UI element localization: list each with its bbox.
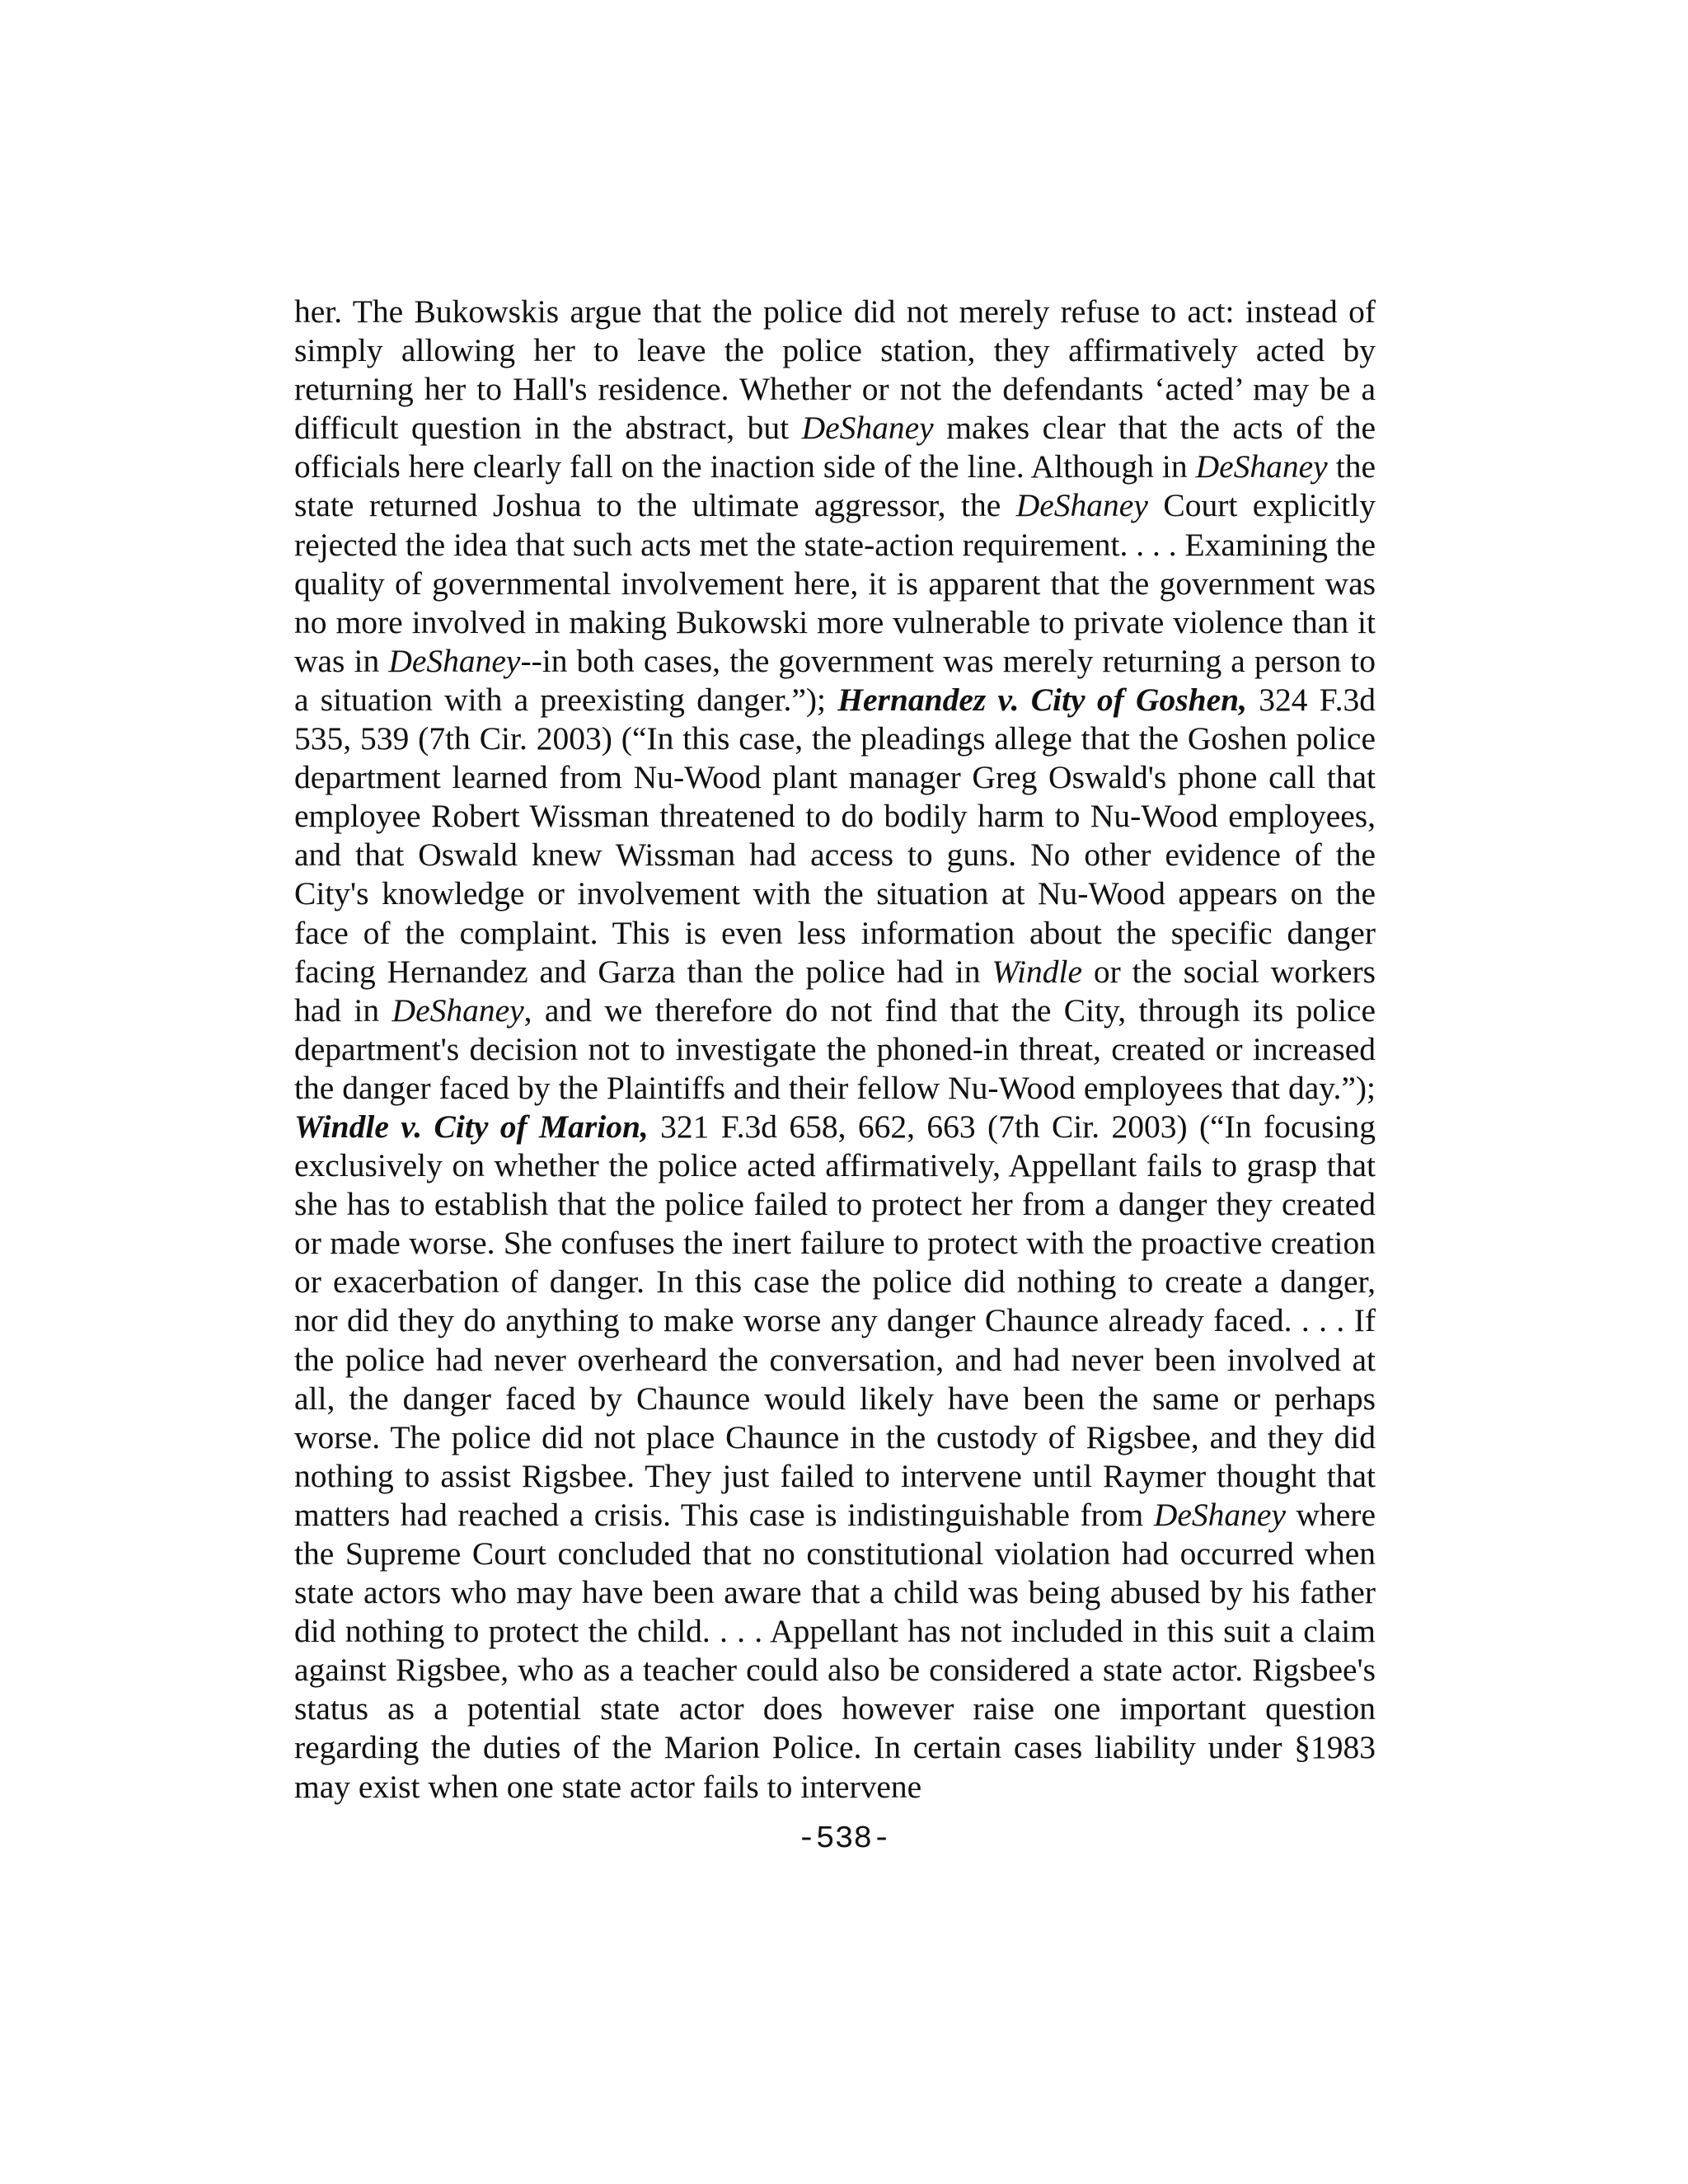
text-run: 324 F.3d 535, 539 (7th Cir. 2003) (“In this case, the pleadings allege that the Goshen police department learned from Nu-Wood plant manager Greg Oswald's phone call that employee Robert Wissman threatened to do bodily harm to Nu-Wood employees, and that Oswald knew Wissman had access to guns. No other evidence of the City's knowledge or involvement with the situation at Nu-Wood appears on the face of the complaint. This is even less information about the specific danger facing Hernandez and Garza than the police had in <box>294 681 1376 990</box>
case-citation: Windle v. City of Marion, <box>294 1108 649 1145</box>
text-run: Court explicitly rejected the idea that such acts met the state-action requirement. . . . Examining the quality of governmental involvement here, it is apparent that the government was no more involved in making Bukowski more vulnerable to private violence than it was in <box>294 487 1376 679</box>
text-run: , and we therefore do not find that the City, through its police department's decision not to investigate the phoned-in threat, created or increased the danger faced by the Plaintiffs and their fellow Nu-Wood employees that day.”); <box>294 991 1376 1106</box>
text-run: makes clear that the acts of the officials here clearly fall on the inaction side of the line. Although in <box>294 410 1376 485</box>
text-run: where the Supreme Court concluded that no constitutional violation had occurred when state actors who may have been aware that a child was being abused by his father did nothing to protect the child. . . . Appellant has not included in this suit a claim against Rigsbee, who as a teacher could also be considered a state actor. Rigsbee's status as a potential state actor does however raise one important question regarding the duties of the Marion Police. In certain cases liability under §1983 may exist when one state actor fails to intervene <box>294 1496 1376 1805</box>
page-number: -538- <box>796 1821 892 1857</box>
case-name-italic: DeShaney <box>388 642 521 679</box>
text-run: --in both cases, the government was merely returning a person to a situation with a preexisting danger.”); <box>294 642 1376 718</box>
case-name-italic: DeShaney <box>1195 448 1328 485</box>
text-run: 321 F.3d 658, 662, 663 (7th Cir. 2003) (“In focusing exclusively on whether the police acted affirmatively, Appellant fails to grasp that she has to establish that the police failed to protect her from a danger they created or made worse. She confuses the inert failure to protect with the proactive creation or exacerbation of danger. In this case the police did nothing to create a danger, nor did they do anything to make worse any danger Chaunce already faced. . . . If the police had never overheard the conversation, and had never been involved at all, the danger faced by Chaunce would likely have been the same or perhaps worse. The police did not place Chaunce in the custody of Rigsbee, and they did nothing to assist Rigsbee. They just failed to intervene until Raymer thought that matters had reached a crisis. This case is indistinguishable from <box>294 1108 1376 1533</box>
body-paragraph <box>294 293 1376 1807</box>
text-run: the state returned Joshua to the ultimate aggressor, the <box>294 448 1376 524</box>
text-run: or the social workers had in <box>294 953 1376 1029</box>
case-citation: Hernandez v. City of Goshen, <box>837 681 1248 718</box>
case-name-italic: DeShaney <box>1015 487 1148 524</box>
text-run: her. The Bukowskis argue that the police did not merely refuse to act: instead of simply allowing her to leave the police station, they affirmatively acted by returning her to Hall's residence. Whether or not the defendants ‘acted’ may be a difficult question in the abstract, but <box>294 293 1376 447</box>
case-name-italic: DeShaney <box>392 991 524 1029</box>
case-name-italic: Windle <box>992 953 1083 990</box>
case-name-italic: DeShaney <box>801 410 934 447</box>
case-name-italic: DeShaney <box>1153 1496 1286 1533</box>
